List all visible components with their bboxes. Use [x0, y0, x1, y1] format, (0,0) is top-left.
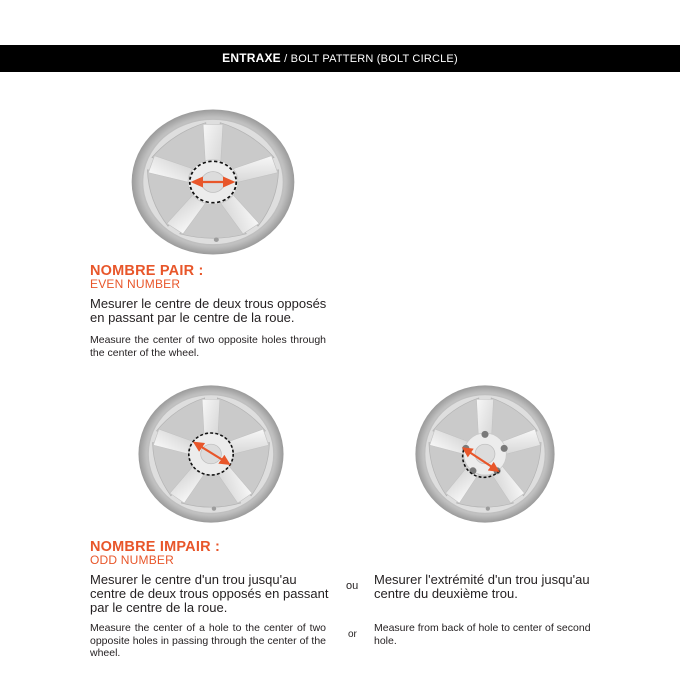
- section-header: [0, 45, 680, 72]
- or-fr-label: ou: [346, 580, 359, 592]
- even-title-fr: NOMBRE PAIR :: [90, 263, 204, 279]
- odd-method2-en: Measure from back of hole to center of second hole.: [374, 622, 591, 647]
- header-title-bold: ENTRAXE: [222, 51, 281, 65]
- odd-title-fr: NOMBRE IMPAIR :: [90, 539, 221, 555]
- odd-method1-en: Measure the center of a hole to the center of two opposite holes in passing through the center of the wheel.: [90, 622, 326, 659]
- or-en-label: or: [348, 629, 357, 640]
- even-desc-fr: Mesurer le centre de deux trous opposés en passant par le centre de la roue.: [90, 296, 327, 325]
- even-title-en: EVEN NUMBER: [90, 277, 181, 291]
- header-title-rest: / BOLT PATTERN (BOLT CIRCLE): [280, 53, 458, 65]
- odd-title-en: ODD NUMBER: [90, 553, 175, 567]
- even-wheel-diagram: [130, 108, 296, 256]
- odd-wheel-diagram-hole: [414, 384, 556, 524]
- odd-method2-fr: Mesurer l'extrémité d'un trou jusqu'au centre du deuxième trou.: [374, 572, 590, 601]
- even-desc-en: Measure the center of two opposite holes through the center of the wheel.: [90, 334, 326, 359]
- odd-method1-fr: Mesurer le centre d'un trou jusqu'au centre de deux trous opposés en passant par le centre de la roue.: [90, 572, 329, 615]
- odd-wheel-diagram-center: [137, 384, 285, 524]
